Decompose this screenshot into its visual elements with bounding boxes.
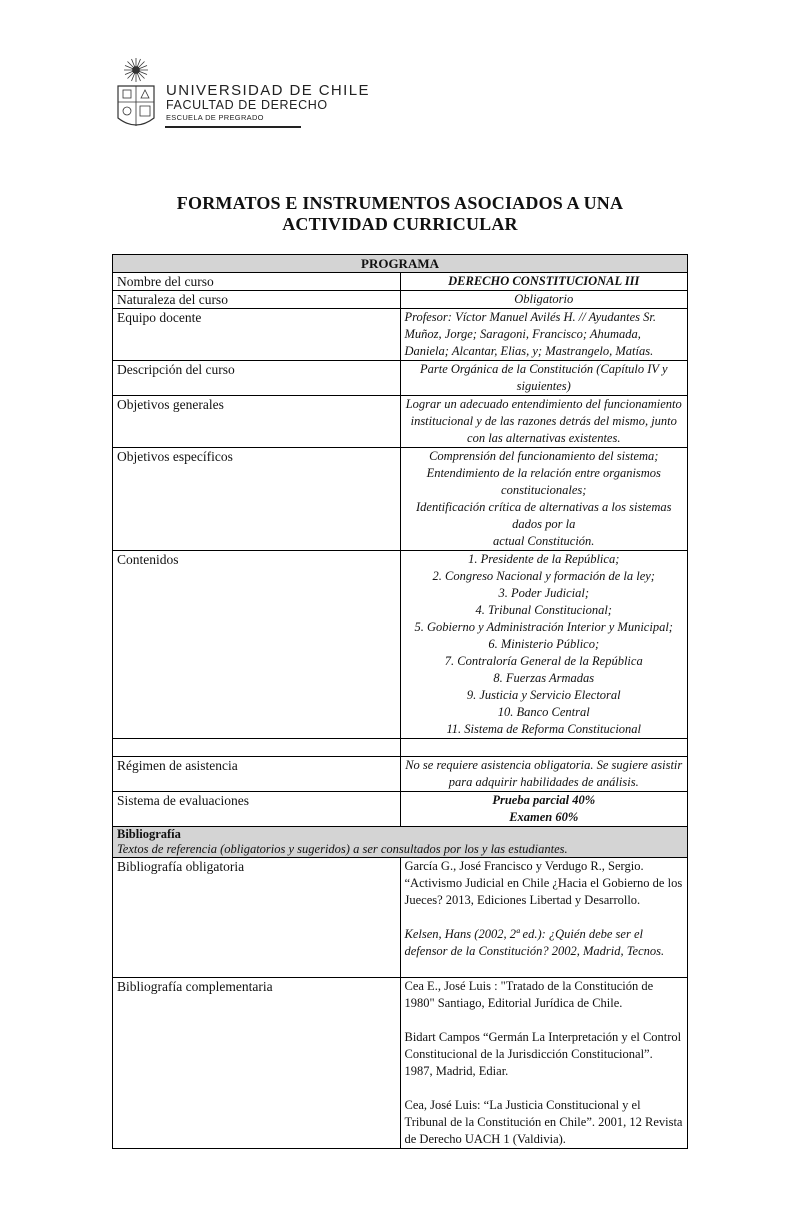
table-row bbox=[113, 396, 688, 448]
table-row bbox=[113, 827, 688, 858]
contents-item: 9. Justicia y Servicio Electoral bbox=[466, 688, 621, 702]
contents-item: 10. Banco Central bbox=[497, 705, 590, 719]
team-value: Profesor: Víctor Manuel Avilés H. // Ayudantes Sr. Muñoz, Jorge; Saragoni, Francisco; Ahumada, Daniela; Alcantar, Elias, y; Mastrangelo, Matías. bbox=[400, 309, 688, 361]
contents-list bbox=[400, 551, 688, 739]
bibliography-entry: Cea E., José Luis : "Tratado de la Constitución de 1980" Santiago, Editorial Jurídica de Chile. bbox=[404, 979, 654, 1010]
contents-item: 7. Contraloría General de la República bbox=[444, 654, 643, 668]
description-label: Descripción del curso bbox=[113, 361, 401, 396]
table-row bbox=[113, 792, 688, 827]
nature-value: Obligatorio bbox=[400, 291, 688, 309]
bibliography-title: Bibliografía bbox=[117, 827, 181, 841]
evaluation-label: Sistema de evaluaciones bbox=[113, 792, 401, 827]
specific-objectives-label: Objetivos específicos bbox=[113, 448, 401, 551]
specific-objective-item: Entendimiento de la relación entre organismos constitucionales; bbox=[426, 466, 661, 497]
specific-objective-item: Comprensión del funcionamiento del sistema; bbox=[429, 449, 659, 463]
team-label: Equipo docente bbox=[113, 309, 401, 361]
school-name: ESCUELA DE PREGRADO bbox=[166, 113, 264, 122]
nature-label: Naturaleza del curso bbox=[113, 291, 401, 309]
contents-item: 1. Presidente de la República; bbox=[468, 552, 620, 566]
bibliography-entry: Bidart Campos “Germán La Interpretación y el Control Constitucional de la Jurisdicción Constitucional”. 1987, Madrid, Ediar. bbox=[404, 1030, 682, 1078]
bibliography-entry: Kelsen, Hans (2002, 2ª ed.): ¿Quién debe ser el defensor de la Constitución? 2002, Madrid, Tecnos. bbox=[404, 927, 665, 958]
mandatory-bibliography-label: Bibliografía obligatoria bbox=[113, 858, 401, 978]
table-row bbox=[113, 273, 688, 291]
table-row bbox=[113, 757, 688, 792]
contents-item: 3. Poder Judicial; bbox=[498, 586, 590, 600]
description-value: Parte Orgánica de la Constitución (Capítulo IV y siguientes) bbox=[400, 361, 688, 396]
specific-objective-item: Identificación crítica de alternativas a los sistemas dados por la bbox=[415, 500, 672, 531]
document-title bbox=[100, 193, 700, 235]
mandatory-bibliography-value bbox=[400, 858, 688, 978]
faculty-name: FACULTAD DE DERECHO bbox=[166, 98, 328, 112]
table-row bbox=[113, 448, 688, 551]
table-row bbox=[113, 739, 688, 757]
table-row bbox=[113, 361, 688, 396]
contents-label: Contenidos bbox=[113, 551, 401, 739]
university-seal-logo bbox=[110, 56, 162, 134]
university-name: UNIVERSIDAD DE CHILE bbox=[166, 82, 370, 99]
table-row bbox=[113, 978, 688, 1149]
complementary-bibliography-label: Bibliografía complementaria bbox=[113, 978, 401, 1149]
complementary-bibliography-value bbox=[400, 978, 688, 1149]
evaluation-item: Examen 60% bbox=[509, 810, 579, 824]
program-table bbox=[112, 254, 688, 1149]
table-row bbox=[113, 858, 688, 978]
bibliography-entry: García G., José Francisco y Verdugo R., Sergio. “Activismo Judicial en Chile ¿Hacia el Gobierno de los Jueces? 2013, Ediciones Libertad y Desarrollo. bbox=[404, 859, 683, 907]
empty-cell bbox=[400, 739, 688, 757]
contents-item: 4. Tribunal Constitucional; bbox=[475, 603, 612, 617]
contents-item: 5. Gobierno y Administración Interior y Municipal; bbox=[414, 620, 673, 634]
general-objectives-value: Lograr un adecuado entendimiento del funcionamiento institucional y de las razones detrás del mismo, junto con las alternativas existentes. bbox=[400, 396, 688, 448]
table-row bbox=[113, 309, 688, 361]
evaluation-item: Prueba parcial 40% bbox=[492, 793, 596, 807]
bibliography-subtitle: Textos de referencia (obligatorios y sugeridos) a ser consultados por los y las estudiantes. bbox=[117, 842, 568, 856]
table-row bbox=[113, 255, 688, 273]
title-line-1: FORMATOS E INSTRUMENTOS ASOCIADOS A UNA bbox=[176, 193, 624, 213]
contents-item: 2. Congreso Nacional y formación de la ley; bbox=[432, 569, 655, 583]
program-header: PROGRAMA bbox=[113, 255, 688, 273]
course-name-label: Nombre del curso bbox=[113, 273, 401, 291]
attendance-label: Régimen de asistencia bbox=[113, 757, 401, 792]
bibliography-section-header bbox=[113, 827, 688, 858]
course-name-value: DERECHO CONSTITUCIONAL III bbox=[400, 273, 688, 291]
table-row bbox=[113, 291, 688, 309]
evaluation-value bbox=[400, 792, 688, 827]
title-line-2: ACTIVIDAD CURRICULAR bbox=[282, 214, 518, 234]
specific-objective-item: actual Constitución. bbox=[493, 534, 595, 548]
contents-item: 11. Sistema de Reforma Constitucional bbox=[446, 722, 642, 736]
specific-objectives-value bbox=[400, 448, 688, 551]
general-objectives-label: Objetivos generales bbox=[113, 396, 401, 448]
header-divider bbox=[165, 126, 301, 128]
table-row bbox=[113, 551, 688, 739]
empty-cell bbox=[113, 739, 401, 757]
bibliography-entry: Cea, José Luis: “La Justicia Constitucional y el Tribunal de la Constitución en Chile”. 2001, 12 Revista de Derecho UACH 1 (Valdivia). bbox=[404, 1098, 683, 1146]
contents-item: 6. Ministerio Público; bbox=[488, 637, 600, 651]
attendance-value: No se requiere asistencia obligatoria. Se sugiere asistir para adquirir habilidades de análisis. bbox=[400, 757, 688, 792]
contents-item: 8. Fuerzas Armadas bbox=[493, 671, 595, 685]
